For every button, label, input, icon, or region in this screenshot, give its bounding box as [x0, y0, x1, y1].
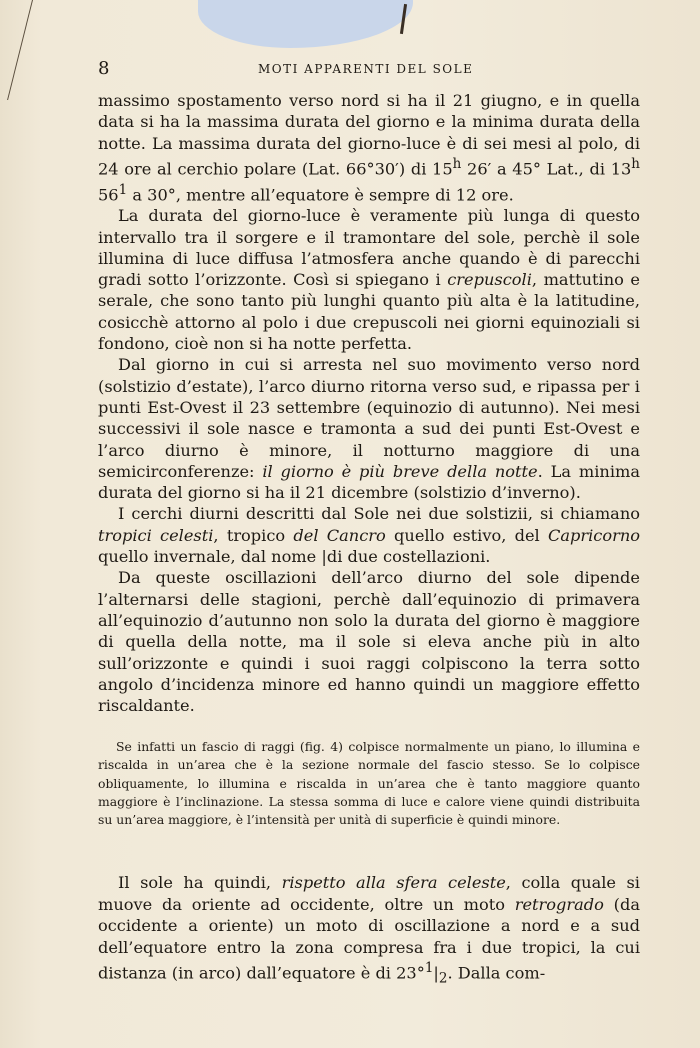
paragraph-5: Da queste oscillazioni dell’arco diurno del sole dipende l’alternarsi delle stagioni, perchè dall’equinozio di primavera all’equinozio d’autunno non solo la durata del giorno è maggiore di quella della notte, ma il sole si eleva anche più in alto sull’orizzonte e quindi i suoi raggi colpiscono la terra sotto angolo d’incidenza minore ed hanno quindi un maggiore effetto riscaldante. — [98, 568, 640, 716]
torn-corner — [198, 0, 413, 48]
page-header — [0, 58, 700, 82]
paragraph-2: La durata del giorno-luce è veramente più lunga di questo intervallo tra il sorgere e il tramontare del sole, perchè il sole illumina di luce diffusa l’atmosfera anche quando è di parecchi gradi sotto l’orizzonte. Così si spiegano i crepuscoli, mattutino e serale, che sono tanto più lunghi quanto più alta è la latitudine, cosicchè attorno al polo i due crepuscoli nei giorni equinoziali si fondono, cioè non si ha notte perfetta. — [98, 206, 640, 354]
final-paragraph: Il sole ha quindi, rispetto alla sfera celeste, colla quale si muove da oriente ad occidente, oltre un moto retrogrado (da occidente a oriente) un moto di oscillazione a nord e a sud dell’equatore entro la zona compresa fra i due tropici, la cui distanza (in arco) dall’equatore è di $23^\circ^1|_2$. Dalla com- — [98, 873, 640, 987]
main-text — [98, 90, 640, 716]
paragraph-3: Dal giorno in cui si arresta nel suo movimento verso nord (solstizio d’estate), l’arco diurno ritorna verso sud, e ripassa per i punti Est-Ovest il 23 settembre (equinozio di autunno). Nei mesi successivi il sole nasce e tramonta a sud dei punti Est-Ovest e l’arco diurno è minore, il notturno maggiore di una semicirconferenze: il giorno è più breve della notte. La minima durata del giorno si ha il 21 dicembre (solstizio d’inverno). — [98, 355, 641, 503]
paragraph-1: massimo spostamento verso nord si ha il 21 giugno, e in quella data si ha la massima durata del giorno e la minima durata della notte. La massima durata del giorno-luce è di sei mesi al polo, di 24 ore al cerchio polare (Lat. 66°30′) di 15$^h$ 26′ a 45° Lat., di 13$^h$ $56^1$ a 30°, mentre all’equatore è sempre di 12 ore. — [98, 91, 640, 204]
running-title: MOTI APPARENTI DEL SOLE — [258, 62, 474, 76]
page-edge — [0, 0, 33, 100]
paragraph-4: I cerchi diurni descritti dal Sole nei due solstizii, si chiamano tropici celesti, tropico del Cancro quello estivo, del Capricorno quello invernale, dal nome |di due costellazioni. — [98, 504, 641, 567]
small-print-note: Se infatti un fascio di raggi (fig. 4) colpisce normalmente un piano, lo illumina e riscalda in un’area che è la sezione normale del fascio stesso. Se lo colpisce obliquamente, lo illumina e riscalda in un’area che è tanto maggiore quanto maggiore è l’inclinazione. La stessa somma di luce e calore viene quindi distribuita su un’area maggiore, è l’intensità per unità di superficie è quindi minore. — [98, 739, 640, 828]
page-number: 8 — [98, 58, 110, 79]
